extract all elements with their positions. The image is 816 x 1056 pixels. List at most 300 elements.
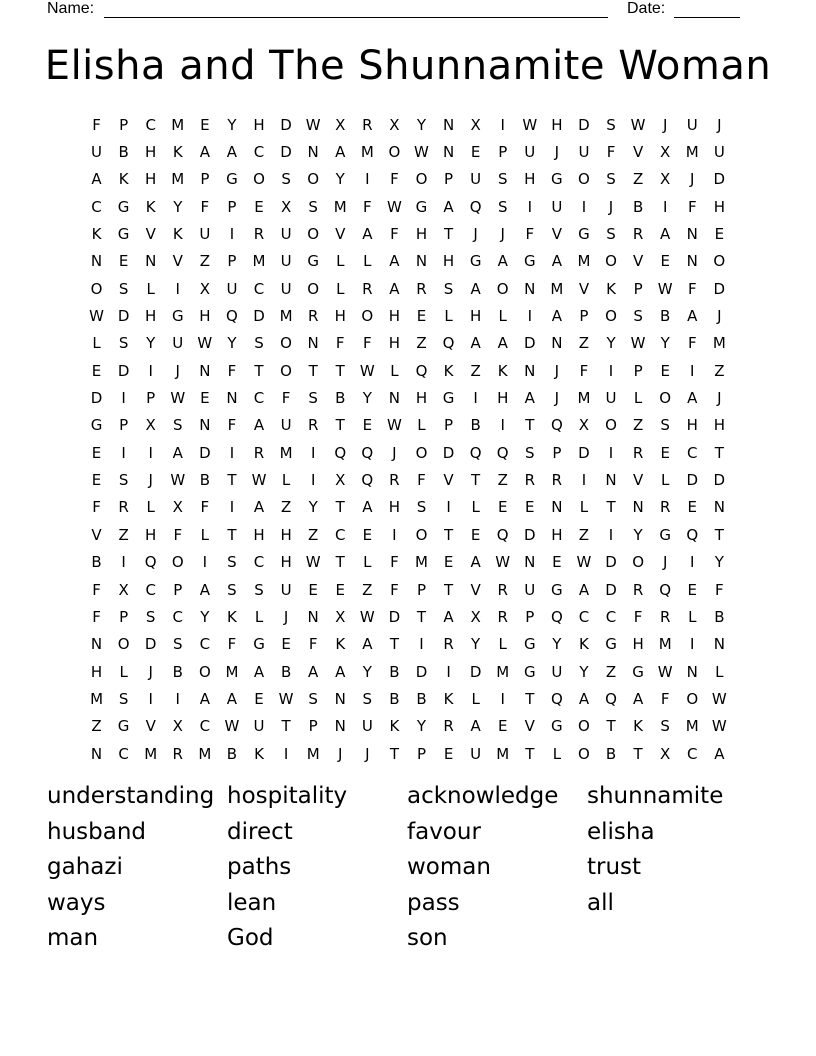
grid-letter[interactable]: P — [498, 143, 508, 162]
grid-letter[interactable]: L — [715, 662, 724, 681]
grid-letter[interactable]: C — [253, 143, 265, 162]
grid-letter[interactable]: T — [281, 717, 291, 736]
grid-letter[interactable]: S — [497, 197, 508, 216]
grid-letter[interactable]: G — [551, 580, 563, 599]
grid-letter[interactable]: C — [145, 580, 156, 599]
grid-letter[interactable]: S — [118, 279, 129, 298]
grid-letter[interactable]: U — [551, 197, 563, 216]
grid-letter[interactable]: N — [307, 334, 319, 353]
grid-letter[interactable]: M — [496, 744, 510, 763]
grid-letter[interactable]: Q — [469, 197, 482, 216]
grid-letter[interactable]: F — [687, 334, 697, 353]
grid-letter[interactable]: I — [500, 115, 505, 134]
grid-letter[interactable]: G — [307, 252, 319, 271]
grid-letter[interactable]: A — [253, 662, 265, 681]
grid-letter[interactable]: W — [224, 717, 240, 736]
grid-letter[interactable]: U — [578, 143, 590, 162]
grid-letter[interactable]: H — [253, 525, 265, 544]
grid-letter[interactable]: H — [686, 416, 698, 435]
grid-letter[interactable]: P — [119, 416, 129, 435]
grid-letter[interactable]: T — [416, 607, 427, 626]
grid-letter[interactable]: U — [713, 143, 725, 162]
grid-letter[interactable]: A — [253, 498, 265, 517]
grid-letter[interactable]: G — [226, 170, 238, 189]
grid-letter[interactable]: T — [443, 580, 454, 599]
grid-letter[interactable]: Z — [280, 498, 292, 517]
grid-letter[interactable]: G — [117, 197, 130, 216]
grid-letter[interactable]: U — [686, 115, 698, 134]
grid-letter[interactable]: K — [91, 225, 102, 244]
grid-letter[interactable]: E — [687, 498, 697, 517]
grid-letter[interactable]: M — [333, 197, 347, 216]
grid-letter[interactable]: P — [416, 744, 426, 763]
grid-letter[interactable]: B — [280, 662, 292, 681]
grid-letter[interactable]: E — [254, 197, 264, 216]
grid-letter[interactable]: D — [442, 443, 455, 462]
grid-letter[interactable]: G — [551, 170, 563, 189]
grid-letter[interactable]: A — [443, 197, 454, 216]
grid-letter[interactable]: M — [279, 443, 293, 462]
grid-letter[interactable]: G — [551, 717, 563, 736]
grid-letter[interactable]: P — [200, 170, 210, 189]
grid-letter[interactable]: R — [253, 225, 265, 244]
grid-letter[interactable]: M — [225, 662, 239, 681]
grid-letter[interactable]: J — [338, 744, 343, 763]
grid-letter[interactable]: I — [581, 471, 587, 490]
grid-letter[interactable]: B — [172, 662, 183, 681]
grid-letter[interactable]: L — [363, 553, 372, 572]
grid-letter[interactable]: I — [310, 471, 316, 490]
grid-letter[interactable]: L — [498, 635, 507, 654]
grid-letter[interactable]: T — [633, 744, 643, 763]
grid-letter[interactable]: A — [362, 225, 373, 244]
grid-letter[interactable]: I — [419, 635, 424, 654]
grid-letter[interactable]: X — [280, 197, 292, 216]
grid-letter[interactable]: I — [121, 443, 126, 462]
grid-letter[interactable]: I — [608, 525, 614, 544]
grid-letter[interactable]: W — [359, 361, 375, 380]
grid-letter[interactable]: U — [280, 279, 292, 298]
grid-letter[interactable]: H — [551, 525, 563, 544]
grid-letter[interactable]: C — [145, 115, 156, 134]
grid-letter[interactable]: S — [633, 307, 643, 326]
grid-letter[interactable]: R — [659, 607, 671, 626]
grid-letter[interactable]: O — [686, 689, 699, 708]
grid-letter[interactable]: Y — [552, 635, 562, 654]
grid-letter[interactable]: J — [717, 389, 722, 408]
grid-letter[interactable]: Z — [497, 471, 508, 490]
grid-letter[interactable]: B — [91, 553, 102, 572]
grid-letter[interactable]: K — [172, 225, 183, 244]
grid-letter[interactable]: T — [335, 361, 345, 380]
grid-letter[interactable]: E — [362, 416, 373, 435]
grid-letter[interactable]: N — [551, 498, 563, 517]
grid-letter[interactable]: J — [175, 361, 180, 380]
grid-letter[interactable]: I — [581, 197, 587, 216]
grid-letter[interactable]: Z — [578, 334, 590, 353]
grid-letter[interactable]: N — [713, 635, 725, 654]
grid-letter[interactable]: V — [470, 580, 481, 599]
grid-letter[interactable]: A — [362, 498, 373, 517]
grid-letter[interactable]: D — [253, 307, 265, 326]
grid-letter[interactable]: D — [388, 607, 401, 626]
grid-letter[interactable]: K — [606, 279, 616, 298]
grid-letter[interactable]: M — [279, 307, 293, 326]
grid-letter[interactable]: T — [443, 225, 454, 244]
grid-letter[interactable]: D — [199, 443, 211, 462]
grid-letter[interactable]: B — [605, 744, 617, 763]
grid-letter[interactable]: M — [577, 389, 591, 408]
grid-letter[interactable]: E — [497, 498, 508, 517]
grid-letter[interactable]: B — [118, 143, 129, 162]
grid-letter[interactable]: U — [226, 279, 238, 298]
grid-letter[interactable]: Q — [686, 525, 699, 544]
grid-letter[interactable]: Y — [633, 525, 643, 544]
grid-letter[interactable]: H — [145, 525, 157, 544]
grid-letter[interactable]: I — [148, 361, 153, 380]
grid-letter[interactable]: P — [633, 279, 643, 298]
grid-letter[interactable]: C — [199, 717, 211, 736]
grid-letter[interactable]: R — [551, 471, 563, 490]
grid-letter[interactable]: R — [307, 416, 319, 435]
grid-letter[interactable]: P — [525, 607, 535, 626]
grid-letter[interactable]: S — [227, 580, 237, 599]
grid-letter[interactable]: S — [660, 416, 670, 435]
grid-letter[interactable]: A — [199, 689, 210, 708]
grid-letter[interactable]: L — [92, 334, 101, 353]
grid-letter[interactable]: M — [550, 279, 564, 298]
grid-letter[interactable]: T — [443, 525, 454, 544]
grid-letter[interactable]: I — [662, 197, 668, 216]
grid-letter[interactable]: M — [306, 744, 320, 763]
grid-letter[interactable]: W — [414, 143, 429, 162]
grid-letter[interactable]: N — [90, 635, 103, 654]
grid-letter[interactable]: T — [335, 498, 345, 517]
grid-letter[interactable]: J — [392, 443, 397, 462]
grid-letter[interactable]: Z — [470, 361, 481, 380]
grid-letter[interactable]: T — [714, 443, 724, 462]
grid-letter[interactable]: O — [605, 416, 617, 435]
grid-letter[interactable]: Z — [308, 525, 319, 544]
grid-letter[interactable]: A — [389, 279, 400, 298]
grid-letter[interactable]: T — [525, 744, 535, 763]
grid-letter[interactable]: A — [687, 307, 698, 326]
grid-letter[interactable]: L — [444, 307, 453, 326]
grid-letter[interactable]: R — [443, 635, 454, 654]
grid-letter[interactable]: W — [170, 389, 186, 408]
grid-letter[interactable]: W — [386, 416, 402, 435]
grid-letter[interactable]: S — [227, 553, 237, 572]
grid-letter[interactable]: D — [605, 580, 617, 599]
grid-letter[interactable]: Y — [714, 553, 724, 572]
grid-letter[interactable]: N — [334, 717, 346, 736]
grid-letter[interactable]: X — [172, 498, 183, 517]
grid-letter[interactable]: W — [278, 689, 294, 708]
grid-letter[interactable]: T — [525, 689, 535, 708]
grid-letter[interactable]: S — [362, 689, 373, 708]
grid-letter[interactable]: F — [92, 580, 101, 599]
grid-letter[interactable]: N — [686, 662, 698, 681]
grid-letter[interactable]: I — [202, 553, 208, 572]
grid-letter[interactable]: C — [253, 553, 265, 572]
grid-letter[interactable]: U — [280, 416, 292, 435]
grid-letter[interactable]: E — [335, 580, 345, 599]
grid-letter[interactable]: X — [335, 607, 346, 626]
grid-letter[interactable]: Z — [605, 662, 617, 681]
grid-letter[interactable]: A — [551, 307, 562, 326]
grid-letter[interactable]: N — [524, 279, 536, 298]
grid-letter[interactable]: K — [443, 689, 454, 708]
grid-letter[interactable]: L — [579, 498, 589, 517]
grid-letter[interactable]: T — [606, 498, 616, 517]
grid-letter[interactable]: G — [523, 662, 536, 681]
grid-letter[interactable]: W — [359, 607, 375, 626]
grid-letter[interactable]: U — [199, 225, 211, 244]
grid-letter[interactable]: Q — [469, 443, 482, 462]
grid-letter[interactable]: N — [442, 115, 455, 134]
grid-letter[interactable]: F — [390, 170, 399, 189]
grid-letter[interactable]: N — [686, 252, 698, 271]
grid-letter[interactable]: P — [444, 170, 454, 189]
grid-letter[interactable]: E — [497, 717, 508, 736]
grid-letter[interactable]: L — [200, 525, 210, 544]
grid-letter[interactable]: O — [117, 635, 130, 654]
grid-letter[interactable]: D — [117, 307, 130, 326]
grid-letter[interactable]: A — [551, 252, 562, 271]
grid-letter[interactable]: A — [389, 252, 400, 271]
grid-letter[interactable]: Y — [660, 334, 670, 353]
grid-letter[interactable]: Y — [606, 334, 616, 353]
grid-letter[interactable]: E — [254, 689, 264, 708]
grid-letter[interactable]: N — [551, 334, 563, 353]
grid-letter[interactable]: W — [657, 279, 673, 298]
grid-letter[interactable]: L — [471, 689, 480, 708]
grid-letter[interactable]: F — [715, 580, 724, 599]
grid-letter[interactable]: E — [714, 225, 725, 244]
grid-letter[interactable]: B — [714, 607, 725, 626]
grid-letter[interactable]: K — [254, 744, 264, 763]
grid-letter[interactable]: M — [360, 143, 374, 162]
grid-letter[interactable]: H — [334, 307, 346, 326]
grid-letter[interactable]: P — [308, 717, 318, 736]
grid-letter[interactable]: I — [500, 689, 505, 708]
grid-letter[interactable]: F — [335, 334, 345, 353]
grid-letter[interactable]: O — [713, 252, 726, 271]
grid-letter[interactable]: A — [199, 143, 210, 162]
grid-letter[interactable]: J — [148, 471, 153, 490]
grid-letter[interactable]: H — [442, 252, 455, 271]
grid-letter[interactable]: G — [523, 635, 536, 654]
grid-letter[interactable]: P — [119, 115, 129, 134]
grid-letter[interactable]: G — [578, 225, 590, 244]
grid-letter[interactable]: C — [91, 197, 102, 216]
grid-letter[interactable]: I — [446, 662, 451, 681]
grid-letter[interactable]: L — [281, 471, 291, 490]
grid-letter[interactable]: G — [632, 662, 644, 681]
grid-letter[interactable]: O — [659, 389, 672, 408]
grid-letter[interactable]: X — [335, 115, 346, 134]
grid-letter[interactable]: D — [90, 389, 103, 408]
grid-letter[interactable]: F — [227, 416, 237, 435]
grid-letter[interactable]: V — [172, 252, 183, 271]
grid-letter[interactable]: U — [551, 662, 563, 681]
grid-letter[interactable]: T — [471, 471, 481, 490]
grid-letter[interactable]: V — [524, 717, 535, 736]
grid-letter[interactable]: U — [280, 580, 292, 599]
grid-letter[interactable]: O — [280, 334, 292, 353]
grid-letter[interactable]: Y — [227, 115, 237, 134]
grid-letter[interactable]: R — [307, 307, 319, 326]
grid-letter[interactable]: I — [148, 443, 153, 462]
grid-letter[interactable]: Z — [199, 252, 210, 271]
grid-letter[interactable]: M — [658, 635, 672, 654]
grid-letter[interactable]: J — [690, 170, 695, 189]
grid-letter[interactable]: N — [524, 361, 536, 380]
grid-letter[interactable]: Q — [144, 553, 157, 572]
grid-letter[interactable]: K — [227, 607, 237, 626]
grid-letter[interactable]: W — [386, 197, 402, 216]
grid-letter[interactable]: O — [578, 170, 590, 189]
grid-letter[interactable]: G — [605, 635, 617, 654]
grid-letter[interactable]: B — [416, 689, 427, 708]
grid-letter[interactable]: W — [711, 689, 727, 708]
grid-letter[interactable]: F — [390, 225, 399, 244]
grid-letter[interactable]: J — [554, 361, 560, 380]
grid-letter[interactable]: A — [687, 389, 698, 408]
grid-letter[interactable]: J — [717, 307, 722, 326]
grid-letter[interactable]: P — [227, 252, 237, 271]
grid-letter[interactable]: N — [307, 143, 319, 162]
grid-letter[interactable]: I — [527, 307, 532, 326]
grid-letter[interactable]: F — [390, 553, 399, 572]
grid-letter[interactable]: Y — [335, 170, 345, 189]
grid-letter[interactable]: K — [335, 635, 346, 654]
grid-letter[interactable]: U — [253, 717, 265, 736]
grid-letter[interactable]: S — [443, 279, 454, 298]
grid-letter[interactable]: H — [199, 307, 211, 326]
grid-letter[interactable]: L — [254, 607, 264, 626]
grid-letter[interactable]: F — [660, 689, 670, 708]
name-blank-line[interactable] — [104, 2, 608, 18]
grid-letter[interactable]: A — [470, 717, 481, 736]
grid-letter[interactable]: M — [252, 252, 266, 271]
grid-letter[interactable]: G — [117, 225, 130, 244]
grid-letter[interactable]: S — [173, 416, 183, 435]
grid-letter[interactable]: E — [660, 443, 670, 462]
grid-letter[interactable]: R — [443, 717, 454, 736]
grid-letter[interactable]: L — [363, 252, 372, 271]
grid-letter[interactable]: I — [473, 389, 478, 408]
grid-letter[interactable]: S — [660, 717, 670, 736]
grid-letter[interactable]: D — [524, 525, 536, 544]
grid-letter[interactable]: P — [633, 361, 643, 380]
grid-letter[interactable]: B — [199, 471, 210, 490]
grid-letter[interactable]: R — [632, 225, 644, 244]
grid-letter[interactable]: X — [172, 717, 183, 736]
grid-letter[interactable]: X — [470, 607, 481, 626]
grid-letter[interactable]: C — [172, 607, 184, 626]
grid-letter[interactable]: I — [527, 197, 532, 216]
grid-letter[interactable]: A — [253, 416, 265, 435]
grid-letter[interactable]: S — [254, 580, 264, 599]
grid-letter[interactable]: W — [305, 115, 321, 134]
grid-letter[interactable]: R — [524, 471, 535, 490]
grid-letter[interactable]: T — [254, 361, 264, 380]
grid-letter[interactable]: D — [578, 443, 590, 462]
grid-letter[interactable]: C — [253, 279, 265, 298]
grid-letter[interactable]: A — [470, 553, 481, 572]
grid-letter[interactable]: Y — [471, 635, 481, 654]
grid-letter[interactable]: N — [605, 471, 617, 490]
grid-letter[interactable]: R — [118, 498, 129, 517]
grid-letter[interactable]: A — [497, 334, 508, 353]
grid-letter[interactable]: A — [308, 662, 319, 681]
grid-letter[interactable]: Y — [416, 115, 427, 134]
grid-letter[interactable]: O — [605, 252, 617, 271]
grid-letter[interactable]: X — [660, 744, 671, 763]
grid-letter[interactable]: T — [335, 416, 345, 435]
grid-letter[interactable]: V — [443, 471, 454, 490]
grid-letter[interactable]: G — [442, 389, 455, 408]
grid-letter[interactable]: X — [660, 143, 671, 162]
grid-letter[interactable]: U — [605, 389, 617, 408]
grid-letter[interactable]: T — [227, 525, 237, 544]
grid-letter[interactable]: Y — [579, 662, 589, 681]
grid-letter[interactable]: A — [199, 580, 210, 599]
grid-letter[interactable]: G — [90, 416, 103, 435]
grid-letter[interactable]: V — [145, 717, 156, 736]
grid-letter[interactable]: H — [551, 115, 563, 134]
grid-letter[interactable]: P — [552, 443, 562, 462]
grid-letter[interactable]: U — [280, 225, 292, 244]
grid-letter[interactable]: L — [390, 361, 399, 380]
grid-letter[interactable]: A — [497, 252, 508, 271]
grid-letter[interactable]: S — [606, 170, 616, 189]
grid-letter[interactable]: S — [308, 197, 318, 216]
grid-letter[interactable]: V — [578, 279, 590, 298]
grid-letter[interactable]: N — [442, 143, 455, 162]
grid-letter[interactable]: O — [632, 553, 644, 572]
grid-letter[interactable]: N — [632, 498, 644, 517]
grid-letter[interactable]: Q — [550, 607, 563, 626]
grid-letter[interactable]: N — [713, 498, 725, 517]
grid-letter[interactable]: L — [146, 279, 155, 298]
grid-letter[interactable]: P — [146, 389, 156, 408]
grid-letter[interactable]: E — [200, 389, 210, 408]
grid-letter[interactable]: R — [362, 279, 373, 298]
grid-letter[interactable]: A — [362, 635, 373, 654]
grid-letter[interactable]: O — [415, 525, 428, 544]
grid-letter[interactable]: T — [389, 744, 399, 763]
grid-letter[interactable]: H — [145, 143, 157, 162]
grid-letter[interactable]: C — [687, 744, 698, 763]
grid-letter[interactable]: R — [253, 443, 265, 462]
grid-letter[interactable]: U — [470, 744, 482, 763]
grid-letter[interactable]: F — [92, 115, 101, 134]
grid-letter[interactable]: R — [389, 471, 400, 490]
grid-letter[interactable]: W — [495, 553, 511, 572]
date-blank-line[interactable] — [674, 2, 740, 18]
grid-letter[interactable]: G — [253, 635, 265, 654]
grid-letter[interactable]: V — [335, 225, 346, 244]
grid-letter[interactable]: I — [121, 389, 126, 408]
grid-letter[interactable]: E — [362, 525, 373, 544]
grid-letter[interactable]: F — [633, 607, 643, 626]
grid-letter[interactable]: Z — [632, 416, 644, 435]
grid-letter[interactable]: Q — [550, 689, 563, 708]
grid-letter[interactable]: S — [416, 498, 427, 517]
grid-letter[interactable]: L — [552, 744, 562, 763]
